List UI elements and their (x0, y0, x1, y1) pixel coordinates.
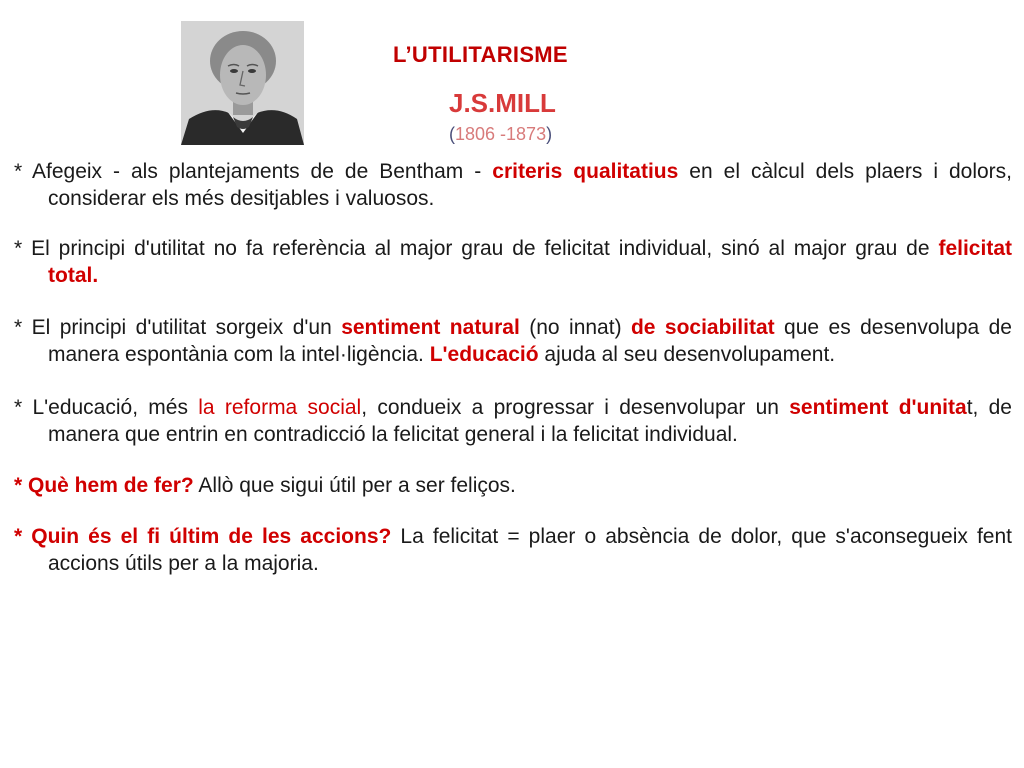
paragraph-what-to-do: * Què hem de fer? Allò que sigui útil per a ser feliços. (14, 474, 516, 497)
author-name: J.S.MILL (449, 88, 556, 118)
portrait-image (181, 21, 304, 145)
page-title: L’UTILITARISME (393, 42, 568, 67)
content-body (14, 158, 1012, 577)
paragraph-qualitative-criteria: * Afegeix - als plantejaments de de Bentham - criteris qualitatius en el càlcul dels plaers i dolors, considerar els més desitjables i valuosos. (14, 160, 1013, 210)
paragraph-social-reform: * L'educació, més la reforma social, condueix a progressar i desenvolupar un sentiment d'unitat, de manera que entrin en contradicció la felicitat general i la felicitat individual. (14, 396, 1012, 446)
paragraph-total-happiness: * El principi d'utilitat no fa referència al major grau de felicitat individual, sinó al major grau de felicitat total. (14, 237, 1012, 287)
paragraph-natural-sentiment: * El principi d'utilitat sorgeix d'un sentiment natural (no innat) de sociabilitat que es desenvolupa de manera espontània com la intel·ligència. L'educació ajuda al seu desenvolupament. (14, 316, 1012, 366)
author-dates: (1806 -1873) (449, 124, 553, 144)
paragraph-ultimate-end: * Quin és el fi últim de les accions? La felicitat = plaer o absència de dolor, que s'aconsegueix fent accions útils per a la majoria. (14, 525, 1012, 575)
